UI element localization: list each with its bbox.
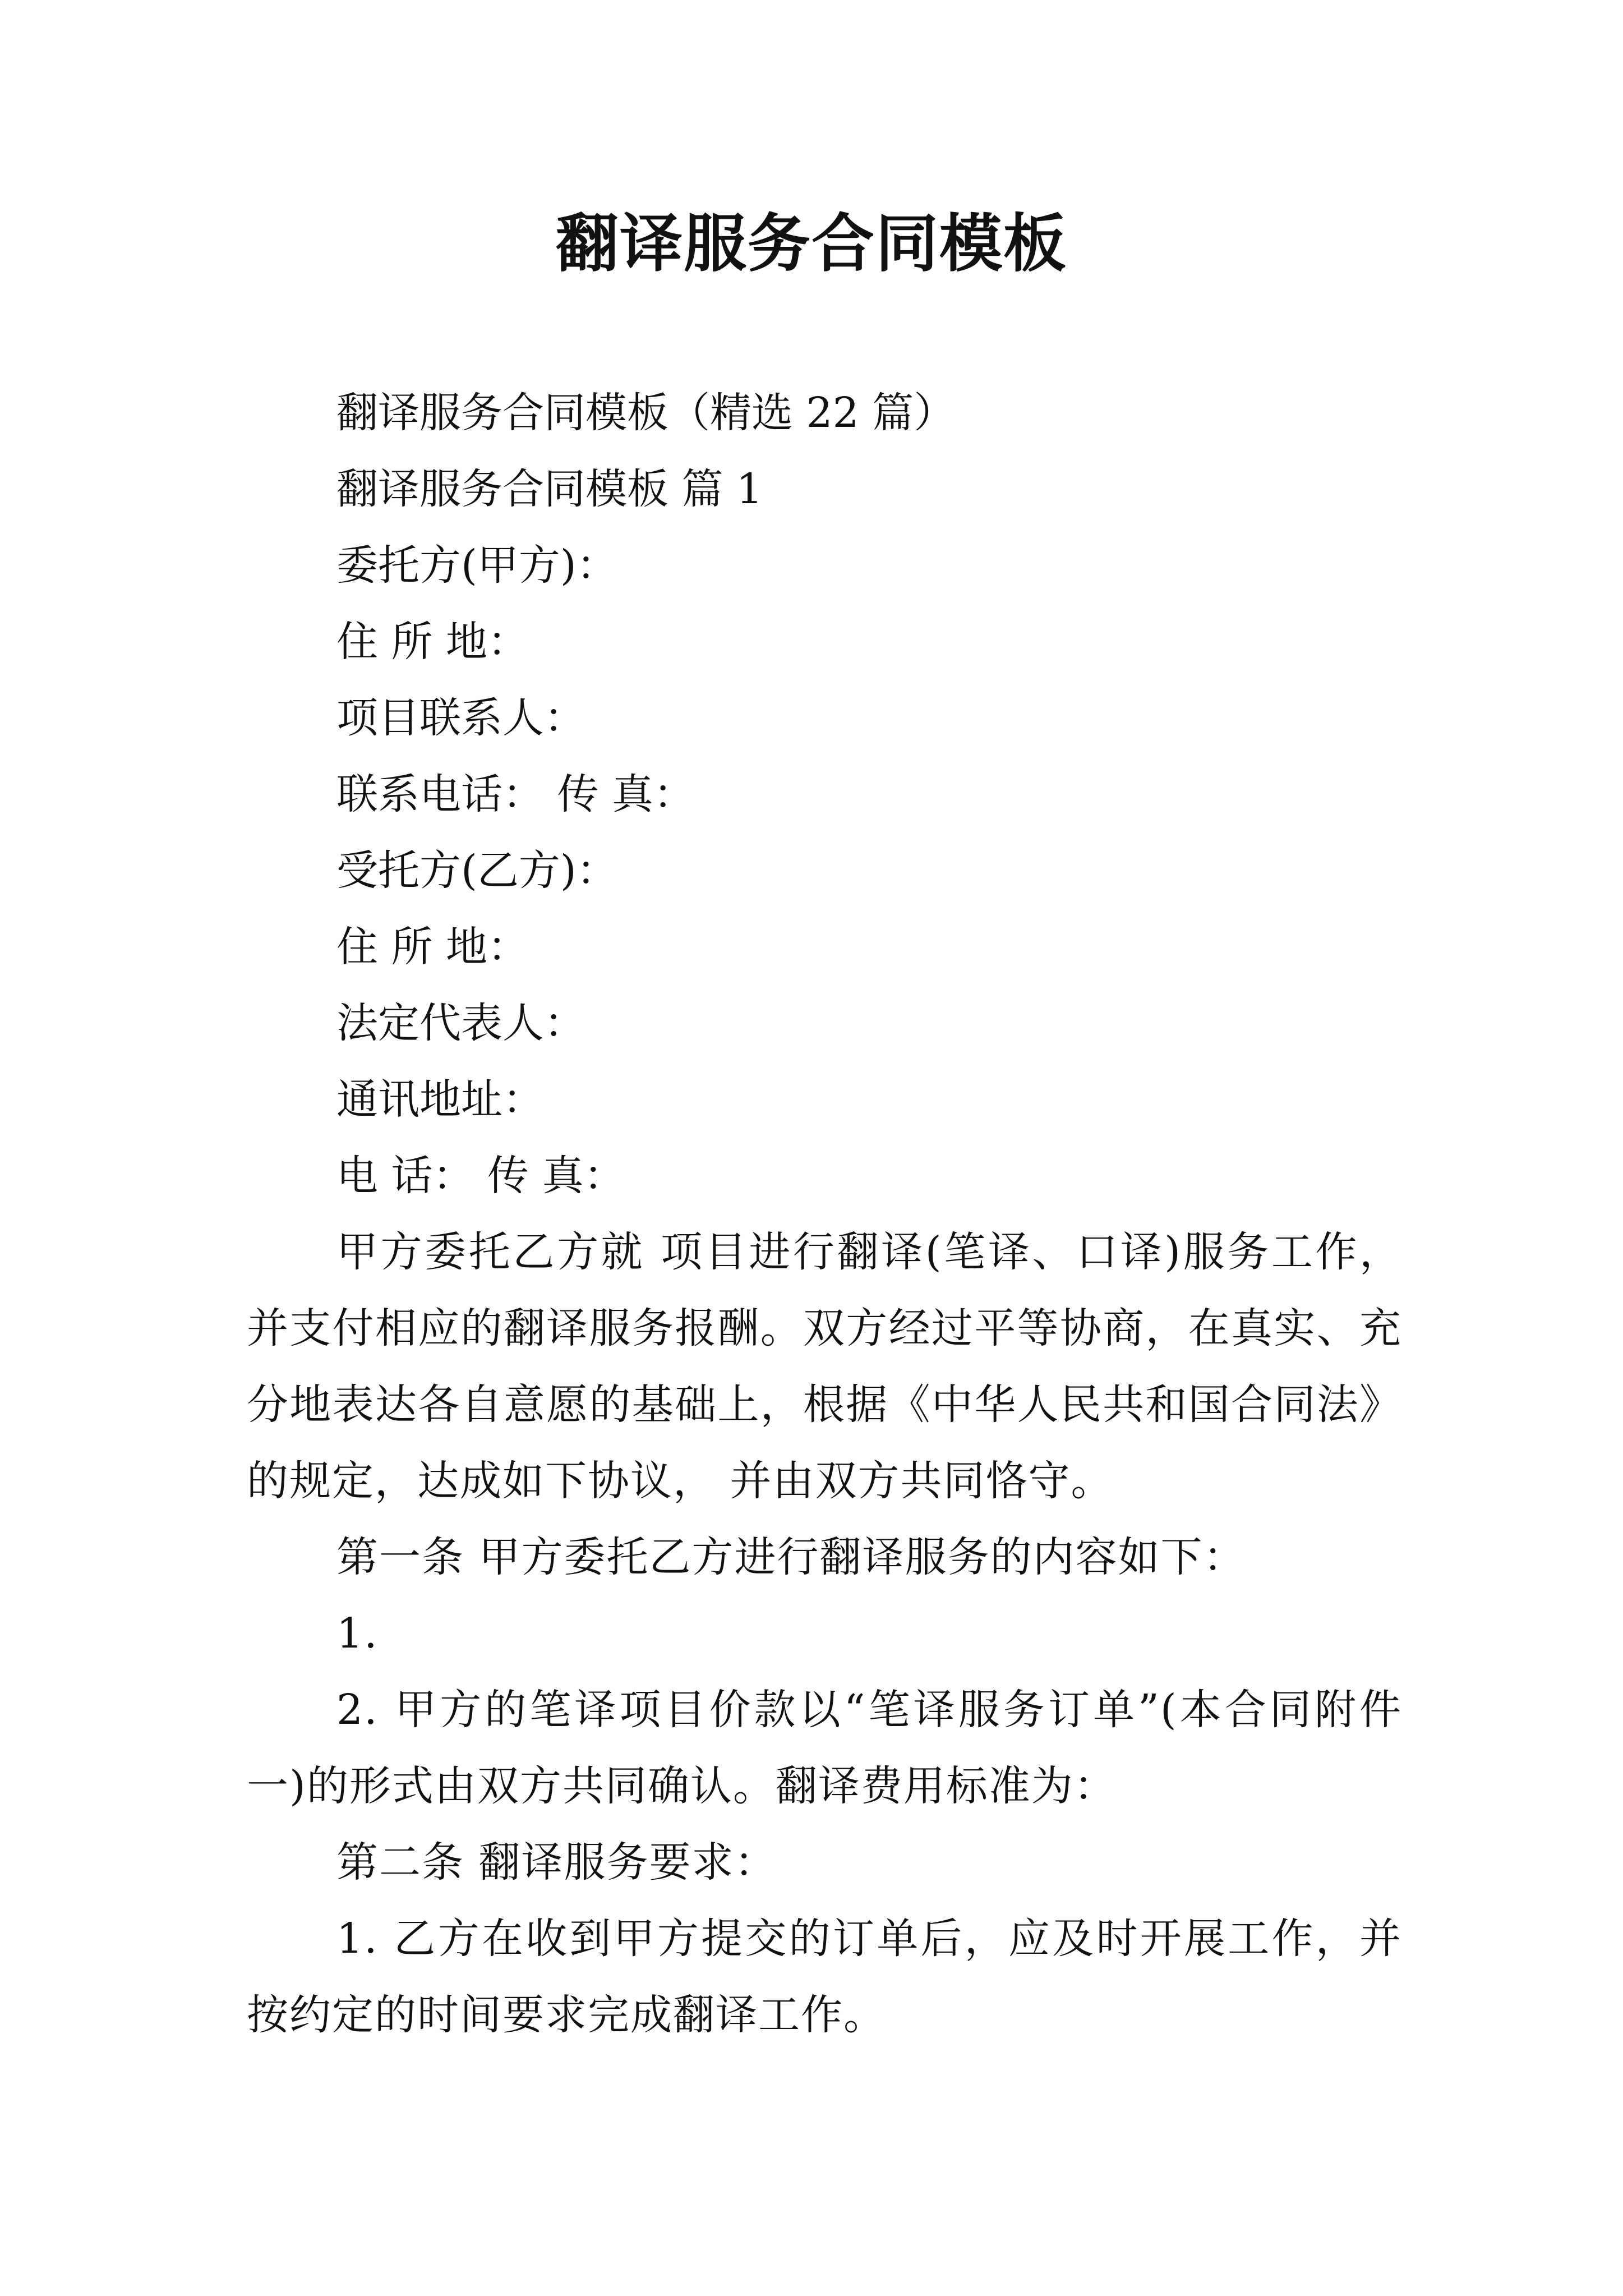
mailing-address-label: 通讯地址： [336, 1075, 544, 1124]
subtitle-line: 翻译服务合同模板（精选 22 篇） [336, 389, 956, 437]
contractor-party-label: 受托方(乙方)： [336, 846, 618, 895]
intro-paragraph: 甲方委托乙方就 项目进行翻译(笔译、口译)服务工作，并支付相应的翻译服务报酬。双方经过平等协商，在真实、充分地表达各自意愿的基础上，根据《中华人民共和国合同法》的规定，达成如下协议， 并由双方共同恪守。 [247, 1228, 1402, 1505]
article-2-item-1: 1. 乙方在收到甲方提交的订单后，应及时开展工作，并按约定的时间要求完成翻译工作。 [247, 1915, 1402, 2039]
client-phone-fax-label: 联系电话： 传 真： [336, 770, 695, 818]
client-contact-label: 项目联系人： [336, 694, 585, 742]
document-title: 翻译服务合同模板 [556, 207, 1067, 280]
document-body [247, 375, 1402, 2053]
section-heading: 翻译服务合同模板 篇 1 [336, 465, 763, 513]
article-2-heading: 第二条 翻译服务要求： [336, 1838, 777, 1887]
article-1-item-1: 1. [336, 1609, 379, 1658]
client-party-label: 委托方(甲方)： [336, 541, 618, 590]
article-1-heading: 第一条 甲方委托乙方进行翻译服务的内容如下： [336, 1533, 1246, 1581]
legal-representative-label: 法定代表人： [336, 999, 585, 1047]
contractor-address-label: 住 所 地： [336, 923, 529, 971]
contractor-phone-fax-label: 电 话： 传 真： [336, 1152, 625, 1200]
client-address-label: 住 所 地： [336, 618, 529, 666]
article-1-item-2: 2. 甲方的笔译项目价款以“笔译服务订单”(本合同附件一)的形式由双方共同确认。翻译费用标准为： [247, 1686, 1402, 1810]
